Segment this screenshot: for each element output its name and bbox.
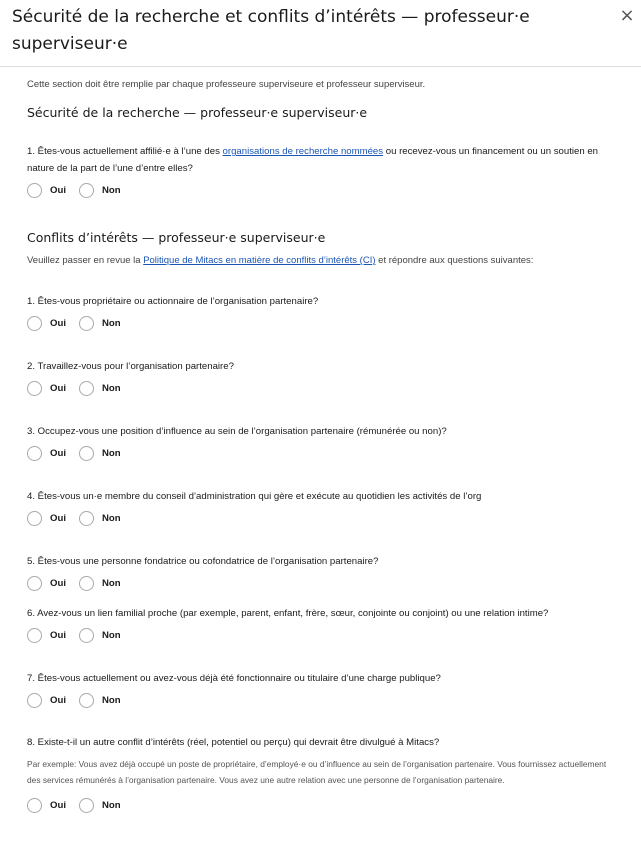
coi-q8-oui-option[interactable]: Oui [27,798,66,813]
coi-q1-oui-option[interactable]: Oui [27,316,66,331]
coi-question-6 [27,605,617,643]
rs-question-1-text: 1. Êtes-vous actuellement affilié·e à l’une des organisations de recherche nommées ou recevez-vous un financement ou un soutien en nature de la part de l’une d’entre elles? [27,146,599,174]
coi-question-text: 4. Êtes-vous un·e membre du conseil d’administration qui gère et exécute au quotidien les activités de l’org [27,491,482,502]
coi-q8-non-option[interactable]: Non [79,798,121,813]
coi-q4-non-option[interactable]: Non [79,511,121,526]
modal-header [0,0,641,67]
coi-question-4 [27,488,617,526]
coi-question-2 [27,358,617,396]
research-security-title: Sécurité de la recherche — professeur·e superviseur·e [27,105,368,120]
coi-question-7 [27,670,617,708]
radio-button[interactable] [27,446,42,461]
rs-question-1-radios [27,183,617,198]
radio-button[interactable] [79,446,94,461]
coi-question-text: 2. Travaillez-vous pour l’organisation partenaire? [27,361,234,372]
coi-question-text: 3. Occupez-vous une position d’influence au sein de l’organisation partenaire (rémunérée ou non)? [27,426,447,437]
radio-button[interactable] [27,628,42,643]
coi-q6-non-option[interactable]: Non [79,628,121,643]
radio-button[interactable] [27,798,42,813]
radio-button[interactable] [27,381,42,396]
coi-q1-non-option[interactable]: Non [79,316,121,331]
coi-question-text: 1. Êtes-vous propriétaire ou actionnaire de l’organisation partenaire? [27,296,319,307]
radio-button[interactable] [79,576,94,591]
rs-q1-non-option[interactable]: Non [79,183,121,198]
named-research-orgs-link[interactable]: organisations de recherche nommées [222,146,384,157]
coi-policy-link[interactable]: Politique de Mitacs en matière de conflits d’intérêts (CI) [143,255,376,266]
radio-button[interactable] [27,576,42,591]
coi-q8-example: Par exemple: Vous avez déjà occupé un poste de propriétaire, d’employé·e ou d’influence au sein de l’organisation partenaire. Vous fournissez actuellement des services rémunérés à l’organisation partenaire. Vous avez une autre relation avec une personne de l’organisation partenaire. [27,759,607,785]
coi-question-8 [27,734,617,813]
modal-title: Sécurité de la recherche et conflits d’intérêts — professeur·e superviseur·e [12,7,530,54]
coi-q7-non-option[interactable]: Non [79,693,121,708]
coi-question-text: 7. Êtes-vous actuellement ou avez-vous déjà été fonctionnaire ou titulaire d’une charge publique? [27,673,441,684]
coi-question-3 [27,423,617,461]
radio-button[interactable] [27,693,42,708]
rs-question-1 [27,143,617,198]
coi-question-5 [27,553,617,591]
coi-q5-non-option[interactable]: Non [79,576,121,591]
coi-question-1 [27,293,617,331]
coi-question-text: 5. Êtes-vous une personne fondatrice ou cofondatrice de l’organisation partenaire? [27,556,379,567]
conflicts-title: Conflits d’intérêts — professeur·e superviseur·e [27,230,326,245]
radio-button[interactable] [79,381,94,396]
radio-button[interactable] [79,511,94,526]
coi-q3-non-option[interactable]: Non [79,446,121,461]
section-intro: Cette section doit être remplie par chaque professeure superviseure et professeur superviseur. [27,79,426,90]
radio-button[interactable] [79,183,94,198]
radio-button[interactable] [27,183,42,198]
coi-question-text: 6. Avez-vous un lien familial proche (par exemple, parent, enfant, frère, sœur, conjointe ou conjoint) ou une relation intime? [27,608,549,619]
radio-button[interactable] [79,693,94,708]
coi-q7-oui-option[interactable]: Oui [27,693,66,708]
close-icon[interactable]: × [617,6,637,26]
rs-q1-oui-option[interactable]: Oui [27,183,66,198]
radio-button[interactable] [79,798,94,813]
coi-q5-oui-option[interactable]: Oui [27,576,66,591]
conflicts-intro: Veuillez passer en revue la Politique de Mitacs en matière de conflits d’intérêts (CI) et répondre aux questions suivantes: [27,255,534,266]
coi-q2-oui-option[interactable]: Oui [27,381,66,396]
radio-button[interactable] [27,511,42,526]
coi-question-text: 8. Existe-t-il un autre conflit d’intérêts (réel, potentiel ou perçu) qui devrait être divulgué à Mitacs? [27,737,440,748]
coi-q3-oui-option[interactable]: Oui [27,446,66,461]
coi-q2-non-option[interactable]: Non [79,381,121,396]
coi-q6-oui-option[interactable]: Oui [27,628,66,643]
radio-button[interactable] [27,316,42,331]
coi-q4-oui-option[interactable]: Oui [27,511,66,526]
radio-button[interactable] [79,316,94,331]
radio-button[interactable] [79,628,94,643]
